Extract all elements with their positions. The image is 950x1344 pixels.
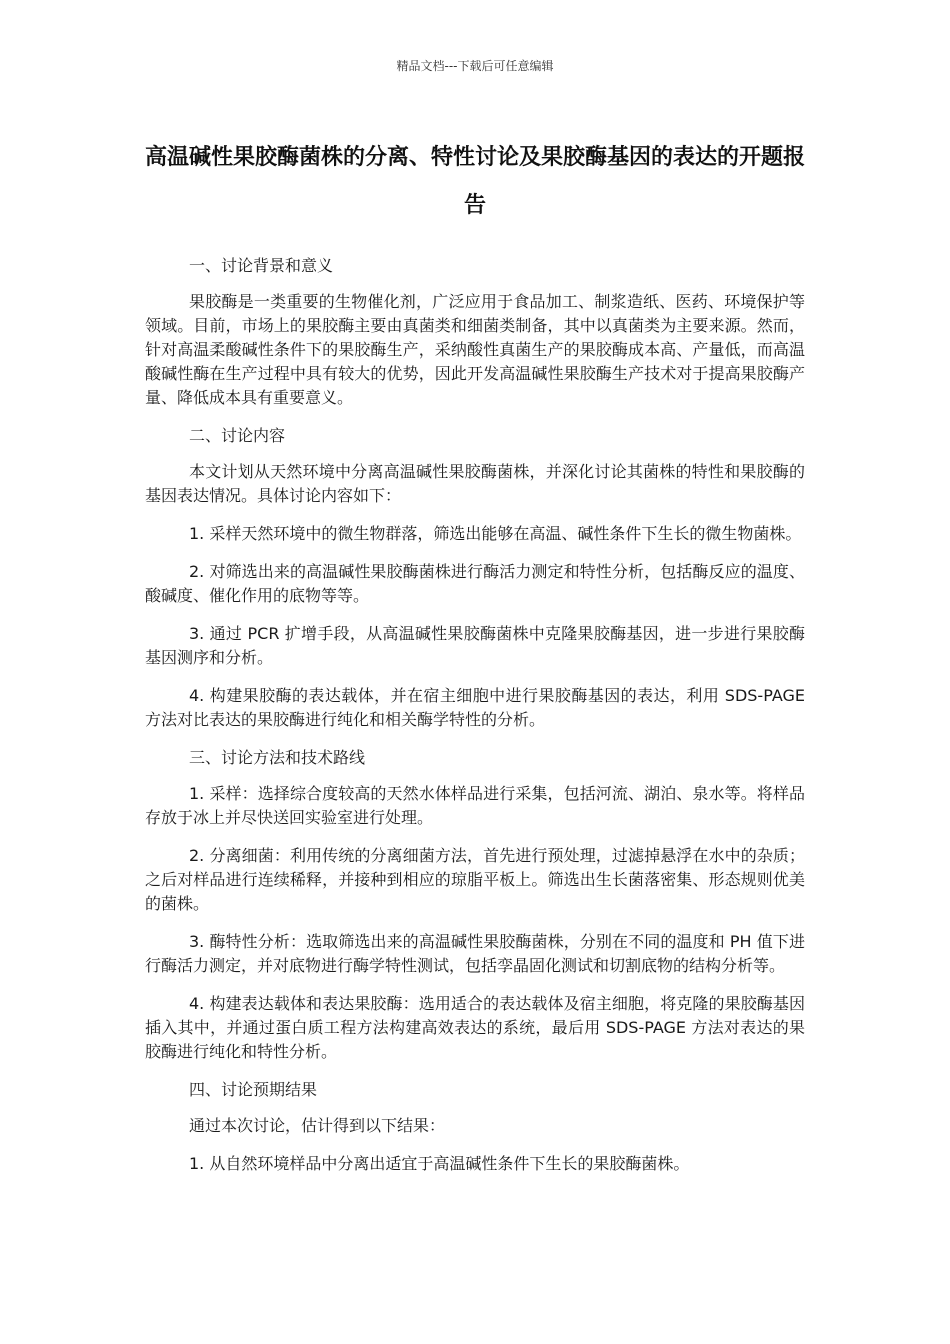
methods-list-item: 3. 酶特性分析：选取筛选出来的高温碱性果胶酶菌株，分别在不同的温度和 PH 值下进行酶活力测定，并对底物进行酶学特性测试，包括孪晶固化测试和切割底物的结构分析等。 [145, 932, 805, 975]
methods-list-item: 2. 分离细菌：利用传统的分离细菌方法，首先进行预处理，过滤掉悬浮在水中的杂质；之后对样品进行连续稀释，并接种到相应的琼脂平板上。筛选出生长菌落密集、形态规则优美的菌株。 [145, 846, 805, 913]
methods-list-item: 4. 构建表达载体和表达果胶酶：选用适合的表达载体及宿主细胞，将克隆的果胶酶基因插入其中，并通过蛋白质工程方法构建高效表达的系统，最后用 SDS-PAGE 方法对表达的果胶酶进行纯化和特性分析。 [145, 994, 805, 1061]
content-list-item: 1. 采样天然环境中的微生物群落，筛选出能够在高温、碱性条件下生长的微生物菌株。 [189, 524, 802, 543]
content-list-item: 4. 构建果胶酶的表达载体，并在宿主细胞中进行果胶酶基因的表达，利用 SDS-PAGE 方法对比表达的果胶酶进行纯化和相关酶学特性的分析。 [145, 686, 805, 729]
content-intro-paragraph: 本文计划从天然环境中分离高温碱性果胶酶菌株，并深化讨论其菌株的特性和果胶酶的基因表达情况。具体讨论内容如下： [145, 462, 805, 505]
section-heading-background: 一、讨论背景和意义 [189, 256, 334, 275]
results-intro-paragraph: 通过本次讨论，估计得到以下结果： [189, 1116, 446, 1135]
content-list-item: 2. 对筛选出来的高温碱性果胶酶菌株进行酶活力测定和特性分析，包括酶反应的温度、酸碱度、催化作用的底物等等。 [145, 562, 805, 605]
section-heading-results: 四、讨论预期结果 [189, 1080, 318, 1099]
background-paragraph: 果胶酶是一类重要的生物催化剂，广泛应用于食品加工、制浆造纸、医药、环境保护等领域。目前，市场上的果胶酶主要由真菌类和细菌类制备，其中以真菌类为主要来源。然而，针对高温柔酸碱性条件下的果胶酶生产，采纳酸性真菌生产的果胶酶成本高、产量低，而高温酸碱性酶在生产过程中具有较大的优势，因此开发高温碱性果胶酶生产技术对于提高果胶酶产量、降低成本具有重要意义。 [145, 292, 805, 407]
section-heading-methods: 三、讨论方法和技术路线 [189, 748, 366, 767]
document-title: 高温碱性果胶酶菌株的分离、特性讨论及果胶酶基因的表达的开题报告 [145, 145, 806, 218]
results-list-item: 1. 从自然环境样品中分离出适宜于高温碱性条件下生长的果胶酶菌株。 [189, 1154, 690, 1173]
section-heading-content: 二、讨论内容 [189, 426, 286, 445]
document-body [145, 254, 805, 1190]
methods-list-item: 1. 采样：选择综合度较高的天然水体样品进行采集，包括河流、湖泊、泉水等。将样品存放于冰上并尽快送回实验室进行处理。 [145, 784, 805, 827]
content-list-item: 3. 通过 PCR 扩增手段，从高温碱性果胶酶菌株中克隆果胶酶基因，进一步进行果胶酶基因测序和分析。 [145, 624, 805, 667]
page-header-note: 精品文档---下载后可任意编辑 [396, 59, 554, 73]
